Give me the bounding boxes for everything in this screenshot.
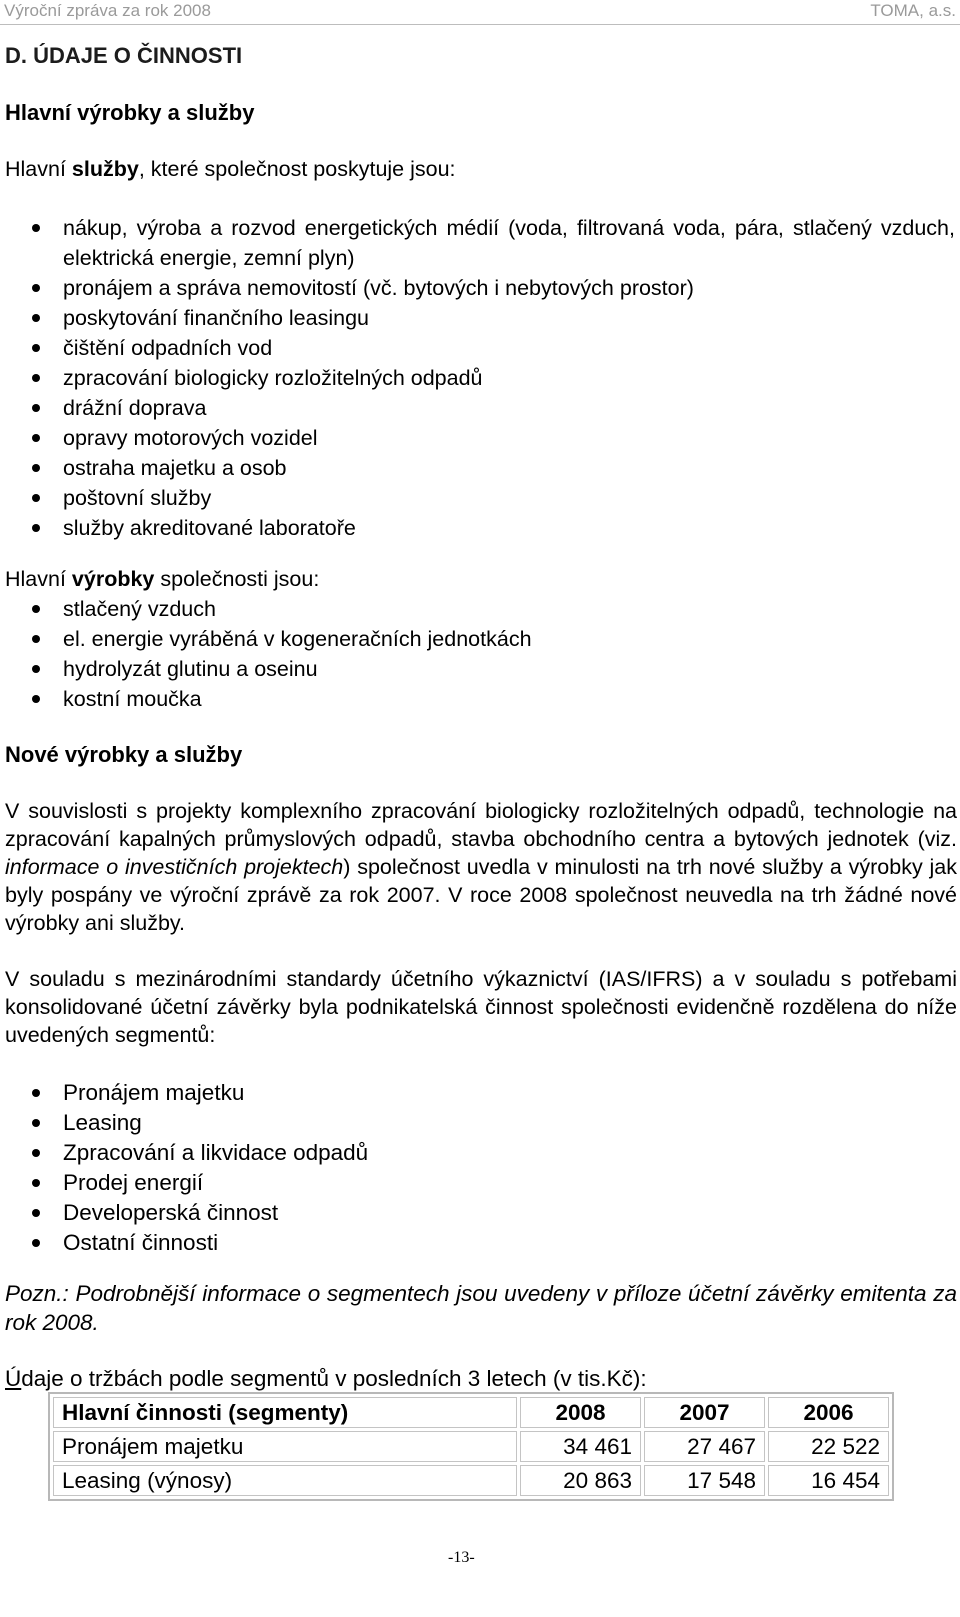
list-item-text: Pronájem majetku <box>63 1080 245 1105</box>
bullet-icon <box>32 1089 40 1097</box>
bullet-icon <box>32 224 40 232</box>
bullet-icon <box>32 605 40 613</box>
list-item <box>0 594 955 624</box>
list-item <box>0 483 955 513</box>
list-item <box>0 363 955 393</box>
list-item-text: zpracování biologicky rozložitelných odpadů <box>63 366 483 390</box>
bullet-icon <box>32 284 40 292</box>
table-row <box>53 1431 889 1462</box>
table-cell: 27 467 <box>644 1431 765 1462</box>
list-item-text: el. energie vyráběná v kogeneračních jednotkách <box>63 627 532 651</box>
table-row <box>53 1465 889 1496</box>
list-item <box>0 423 955 453</box>
segments-note: Pozn.: Podrobnější informace o segmentech jsou uvedeny v příloze účetní závěrky emitenta za rok 2008. <box>5 1281 957 1335</box>
products-intro <box>5 565 957 594</box>
list-item-text: drážní doprava <box>63 396 207 420</box>
list-item <box>0 1108 955 1138</box>
list-item <box>0 1168 955 1198</box>
services-list <box>0 213 955 543</box>
list-item <box>0 213 955 273</box>
list-item <box>0 273 955 303</box>
table-header-row <box>53 1397 889 1428</box>
segments-list <box>0 1078 955 1258</box>
header-cell-2006: 2006 <box>768 1397 889 1428</box>
list-item-text: stlačený vzduch <box>63 597 216 621</box>
table-cell: 34 461 <box>520 1431 641 1462</box>
list-item <box>0 1228 955 1258</box>
list-item <box>0 453 955 483</box>
list-item-text: čištění odpadních vod <box>63 336 273 360</box>
list-item <box>0 393 955 423</box>
bullet-icon <box>32 404 40 412</box>
list-item <box>0 513 955 543</box>
list-item <box>0 1078 955 1108</box>
paragraph-text: ) společnost uvedla v minulosti na trh nové služby a výrobky jak byly pospány ve výroční zprávě za rok 2007. V roce 2008 společnost neuvedla na trh žádné nové výrobky ani služby. <box>5 855 957 935</box>
heading-products-services: Hlavní výrobky a služby <box>5 100 255 125</box>
bullet-icon <box>32 1179 40 1187</box>
bullet-icon <box>32 1149 40 1157</box>
table-cell: 17 548 <box>644 1465 765 1496</box>
list-item-text: pronájem a správa nemovitostí (vč. bytových i nebytových prostor) <box>63 276 694 300</box>
header-cell-2007: 2007 <box>644 1397 765 1428</box>
services-intro-bold: služby <box>71 157 139 181</box>
list-item-text: Zpracování a likvidace odpadů <box>63 1140 369 1165</box>
services-intro <box>5 155 957 184</box>
bullet-icon <box>32 374 40 382</box>
caption-text: daje o tržbách podle segmentů v posledních 3 letech (v tis.Kč): <box>21 1366 647 1391</box>
bullet-icon <box>32 344 40 352</box>
bullet-icon <box>32 464 40 472</box>
table-cell: Leasing (výnosy) <box>53 1465 517 1496</box>
bullet-icon <box>32 314 40 322</box>
new-products-paragraph <box>5 797 957 937</box>
list-item <box>0 624 955 654</box>
bullet-icon <box>32 1209 40 1217</box>
caption-initial: Ú <box>5 1366 22 1391</box>
list-item-text: hydrolyzát glutinu a oseinu <box>63 657 318 681</box>
list-item-text: opravy motorových vozidel <box>63 426 318 450</box>
table-cell: 22 522 <box>768 1431 889 1462</box>
report-title: Výroční zpráva za rok 2008 <box>4 1 211 20</box>
list-item <box>0 1138 955 1168</box>
list-item-text: Ostatní činnosti <box>63 1230 219 1255</box>
company-name: TOMA, a.s. <box>870 1 956 20</box>
revenue-table <box>48 1392 894 1501</box>
list-item-text: nákup, výroba a rozvod energetických médií (voda, filtrovaná voda, pára, stlačený vzduch, elektrická energie, zemní plyn) <box>63 216 955 270</box>
bullet-icon <box>32 1119 40 1127</box>
list-item-text: služby akreditované laboratoře <box>63 516 356 540</box>
paragraph-text: V souvislosti s projekty komplexního zpracování biologicky rozložitelných odpadů, technologie na zpracování kapalných průmyslových odpadů, stavba obchodního centra a bytových jednotek (viz. <box>5 799 957 851</box>
list-item <box>0 1198 955 1228</box>
bullet-icon <box>32 635 40 643</box>
list-item-text: ostraha majetku a osob <box>63 456 287 480</box>
table-caption <box>5 1364 957 1393</box>
table-cell: 16 454 <box>768 1465 889 1496</box>
header-cell-2008: 2008 <box>520 1397 641 1428</box>
bullet-icon <box>32 695 40 703</box>
section-title: D. ÚDAJE O ČINNOSTI <box>5 43 243 68</box>
products-intro-pre: Hlavní <box>5 567 72 591</box>
list-item-text: poskytování finančního leasingu <box>63 306 369 330</box>
list-item <box>0 303 955 333</box>
list-item-text: Prodej energií <box>63 1170 204 1195</box>
page-number: -13- <box>448 1549 475 1566</box>
list-item <box>0 684 955 714</box>
table-cell: 20 863 <box>520 1465 641 1496</box>
list-item <box>0 333 955 363</box>
segments-paragraph: V souladu s mezinárodními standardy účetního výkaznictví (IAS/IFRS) a v souladu s potřebami konsolidované účetní závěrky byla podnikatelská činnost společnosti evidenčně rozdělena do níže uvedených segmentů: <box>5 967 957 1047</box>
header-cell-segment: Hlavní činnosti (segmenty) <box>53 1397 517 1428</box>
bullet-icon <box>32 1239 40 1247</box>
products-intro-bold: výrobky <box>71 567 155 591</box>
bullet-icon <box>32 494 40 502</box>
list-item-text: poštovní služby <box>63 486 212 510</box>
bullet-icon <box>32 524 40 532</box>
services-intro-pre: Hlavní <box>5 157 72 181</box>
list-item-text: Leasing <box>63 1110 142 1135</box>
bullet-icon <box>32 665 40 673</box>
list-item-text: kostní moučka <box>63 687 202 711</box>
services-intro-post: , které společnost poskytuje jsou: <box>138 157 456 181</box>
paragraph-italic: informace o investičních projektech <box>5 855 344 879</box>
products-list <box>0 594 955 714</box>
list-item-text: Developerská činnost <box>63 1200 279 1225</box>
table-cell: Pronájem majetku <box>53 1431 517 1462</box>
page-header <box>0 0 960 25</box>
bullet-icon <box>32 434 40 442</box>
products-intro-post: společnosti jsou: <box>154 567 320 591</box>
list-item <box>0 654 955 684</box>
heading-new-products: Nové výrobky a služby <box>5 742 243 767</box>
